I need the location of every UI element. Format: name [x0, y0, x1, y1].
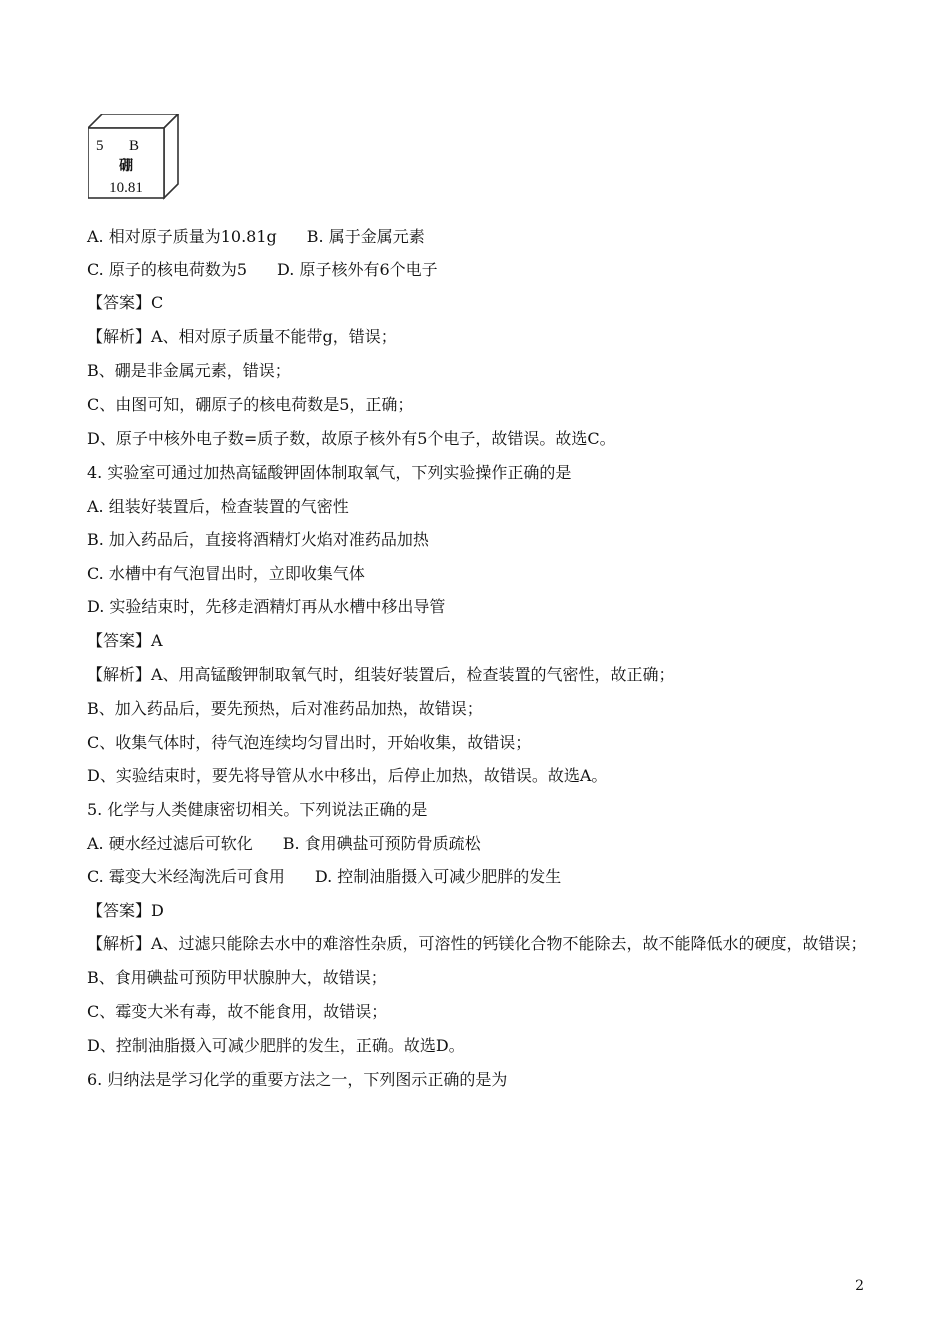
element-symbol: B	[129, 138, 140, 154]
element-atomic-mass: 10.81	[109, 180, 143, 196]
line-text: B、加入药品后，要先预热，后对准药品加热，故错误；	[87, 699, 483, 718]
line-text: 5. 化学与人类健康密切相关。下列说法正确的是	[87, 800, 428, 819]
option-text: D. 原子核外有6个电子	[277, 260, 438, 279]
text-line	[87, 564, 365, 584]
text-line	[87, 1070, 507, 1090]
text-line	[87, 867, 561, 887]
text-line	[87, 631, 163, 651]
line-text: A. 组装好装置后，检查装置的气密性	[87, 497, 349, 516]
line-text: D、控制油脂摄入可减少肥胖的发生，正确。故选D。	[87, 1036, 465, 1055]
option-text: D. 控制油脂摄入可减少肥胖的发生	[314, 867, 562, 886]
element-atomic-number: 5	[96, 138, 104, 154]
line-text: D、实验结束时，要先将导管从水中移出，后停止加热，故错误。故选A。	[87, 766, 608, 785]
text-line	[87, 800, 427, 820]
text-line	[87, 1036, 465, 1056]
line-text: 【解析】A、用高锰酸钾制取氧气时，组装好装置后，检查装置的气密性，故正确；	[87, 665, 675, 684]
option-text: A. 硬水经过滤后可软化	[87, 834, 253, 853]
text-line	[87, 260, 438, 280]
text-line	[87, 463, 571, 483]
text-line	[87, 597, 445, 617]
line-text: 4. 实验室可通过加热高锰酸钾固体制取氧气，下列实验操作正确的是	[87, 463, 572, 482]
element-name: 硼	[119, 158, 133, 174]
text-line	[87, 395, 413, 415]
line-text: B、硼是非金属元素，错误；	[87, 361, 291, 380]
line-text: B. 加入药品后，直接将酒精灯火焰对准药品加热	[87, 530, 429, 549]
element-cube-drawing	[88, 114, 180, 200]
text-line	[87, 968, 387, 988]
text-line	[87, 901, 164, 921]
line-text: 【答案】A	[87, 631, 163, 650]
text-line	[87, 361, 291, 381]
text-line	[87, 429, 616, 449]
option-text: B. 属于金属元素	[306, 227, 425, 246]
line-text: 【解析】A、相对原子质量不能带g，错误；	[87, 327, 397, 346]
line-text: 6. 归纳法是学习化学的重要方法之一，下列图示正确的是为	[87, 1070, 508, 1089]
line-text: D. 实验结束时，先移走酒精灯再从水槽中移出导管	[87, 597, 446, 616]
text-line	[87, 834, 481, 854]
text-line	[87, 733, 531, 753]
line-text: 【解析】A、过滤只能除去水中的难溶性杂质，可溶性的钙镁化合物不能除去，故不能降低水的硬度，故错误；	[87, 934, 867, 953]
text-line	[87, 665, 675, 685]
line-text: 【答案】C	[87, 293, 164, 312]
line-text: C、由图可知，硼原子的核电荷数是5，正确；	[87, 395, 414, 414]
line-text: B、食用碘盐可预防甲状腺肿大，故错误；	[87, 968, 387, 987]
text-line	[87, 293, 163, 313]
option-text: C. 原子的核电荷数为5	[87, 260, 248, 279]
text-line	[87, 934, 867, 954]
line-text: C、收集气体时，待气泡连续均匀冒出时，开始收集，故错误；	[87, 733, 532, 752]
boron-element-tile	[88, 114, 180, 200]
option-text: C. 霉变大米经淘洗后可食用	[87, 867, 285, 886]
text-line	[87, 327, 397, 347]
text-line	[87, 699, 483, 719]
text-line	[87, 497, 349, 517]
line-text: 【答案】D	[87, 901, 164, 920]
option-text: A. 相对原子质量为10.81g	[87, 227, 277, 246]
line-text: C、霉变大米有毒，故不能食用，故错误；	[87, 1002, 388, 1021]
text-line	[87, 530, 429, 550]
line-text: C. 水槽中有气泡冒出时，立即收集气体	[87, 564, 365, 583]
text-line	[87, 766, 607, 786]
text-line	[87, 1002, 387, 1022]
page-number: 2	[855, 1278, 864, 1294]
option-text: B. 食用碘盐可预防骨质疏松	[282, 834, 481, 853]
line-text: D、原子中核外电子数=质子数，故原子核外有5个电子，故错误。故选C。	[87, 429, 616, 448]
text-line	[87, 227, 425, 247]
